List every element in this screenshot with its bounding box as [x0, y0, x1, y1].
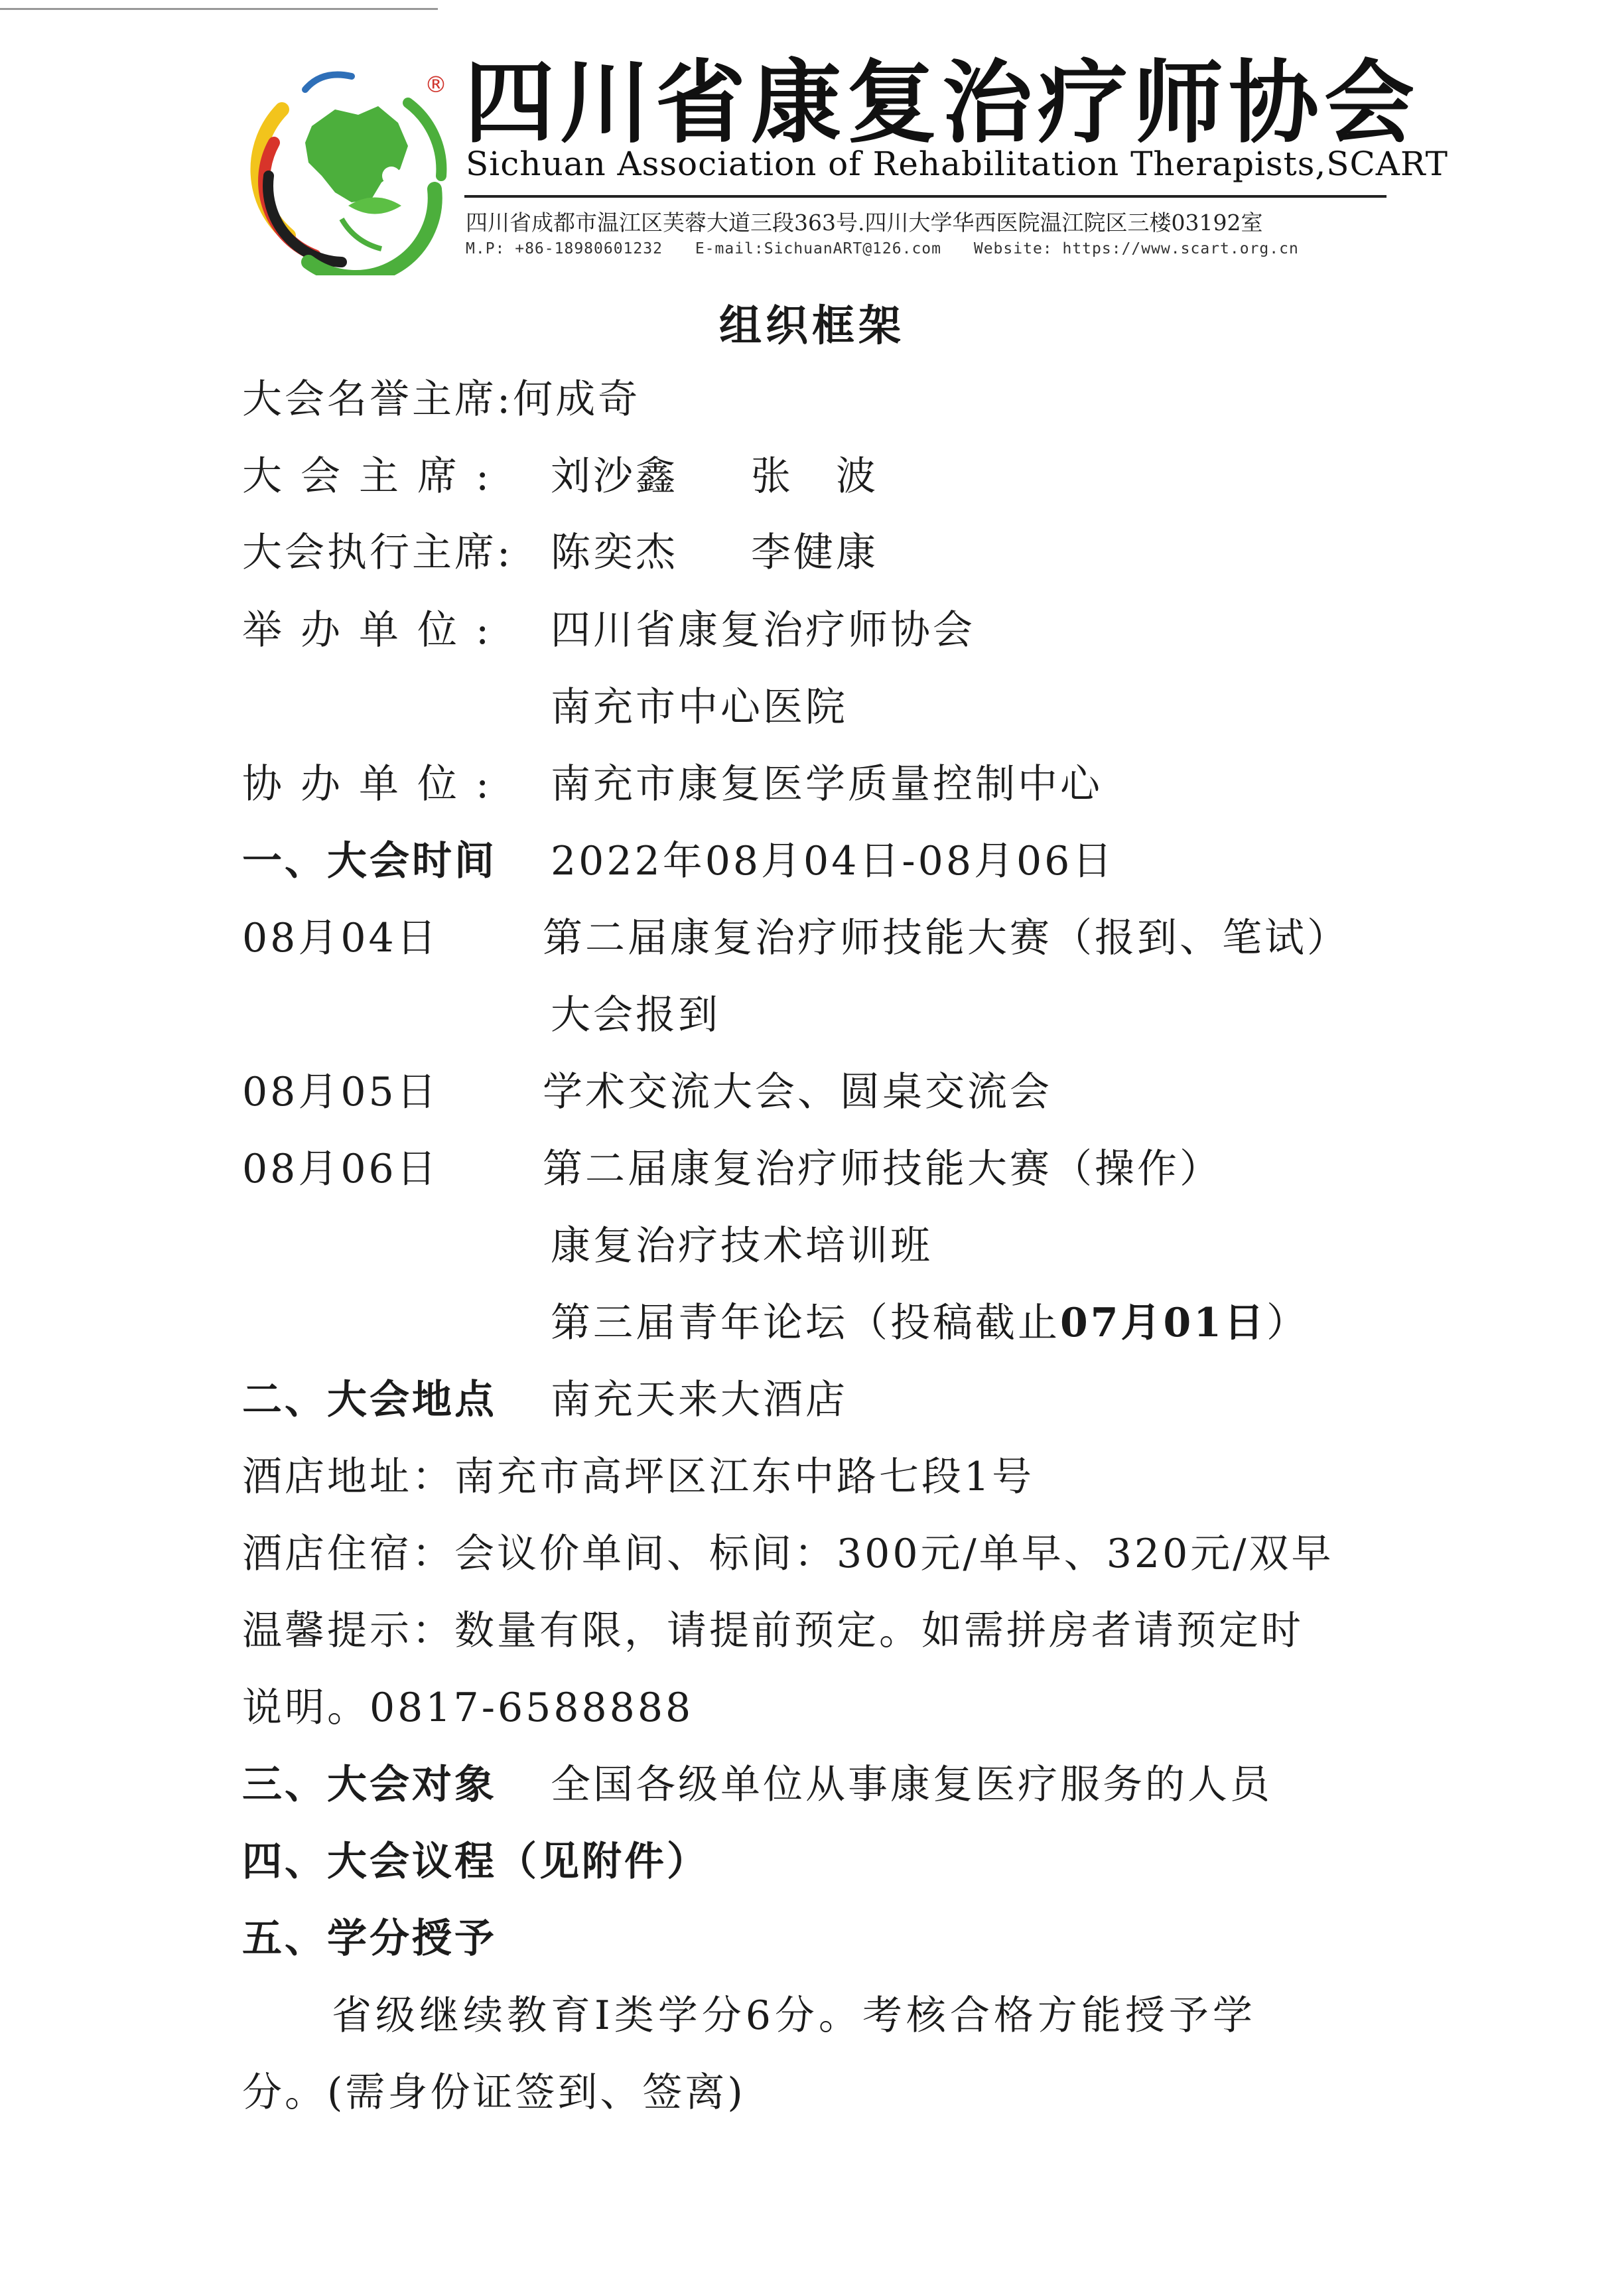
honorary-chair-row	[242, 373, 640, 426]
section-5-row	[242, 1912, 497, 1965]
section-1-row	[242, 835, 1115, 888]
schedule-date-2: 08月05日	[242, 1069, 439, 1115]
org-email: E-mail:SichuanART@126.com	[695, 240, 941, 257]
section-2-row	[242, 1373, 848, 1426]
org-website: Website: https://www.scart.org.cn	[973, 240, 1299, 257]
target-audience: 全国各级单位从事康复医疗服务的人员	[551, 1762, 1272, 1808]
exec-chair-label: 大会执行主席:	[242, 529, 513, 576]
conference-dates: 2022年08月04日-08月06日	[551, 838, 1115, 884]
section-4-heading: 四、大会议程	[242, 1839, 497, 1885]
honorary-chair-label: 大会名誉主席:	[242, 376, 513, 423]
exec-chair-name-2: 李健康	[751, 529, 878, 576]
co-host-org: 南充市康复医学质量控制中心	[551, 761, 1103, 807]
section-4-suffix: （见附件）	[497, 1839, 709, 1885]
co-host-label: 协办单位:	[242, 761, 508, 807]
registered-mark: ®	[425, 72, 447, 98]
host-org-1: 四川省康复治疗师协会	[551, 607, 975, 654]
honorary-chair-name: 何成奇	[513, 376, 641, 423]
youth-forum-prefix: 第三届青年论坛（投稿截止	[551, 1300, 1060, 1346]
chair-name-1: 刘沙鑫	[551, 453, 678, 500]
schedule-item: 学术交流大会、圆桌交流会	[543, 1069, 1052, 1115]
schedule-item: 康复治疗技术培训班	[551, 1223, 933, 1269]
schedule-item: 第二届康复治疗师技能大赛（报到、笔试）	[543, 915, 1349, 961]
section-2-heading: 二、大会地点	[242, 1377, 497, 1423]
section-3-row	[242, 1758, 1272, 1811]
org-name-english: Sichuan Association of Rehabilitation Therapists,SCART	[466, 145, 1448, 183]
chair-row	[242, 450, 878, 503]
credit-line-1: 省级继续教育Ⅰ类学分6分。考核合格方能授予学	[332, 1992, 1256, 2039]
hotel-address: 酒店地址：南充市高坪区江东中路七段1号	[242, 1454, 1035, 1500]
schedule-date-3: 08月06日	[242, 1146, 439, 1192]
host-label: 举办单位:	[242, 607, 508, 654]
org-contact-line	[466, 240, 1321, 257]
schedule-item: 大会报到	[551, 992, 720, 1038]
schedule-date-1: 08月04日	[242, 915, 439, 961]
exec-chair-name-1: 陈奕杰	[551, 529, 678, 576]
youth-forum-suffix: ）	[1266, 1300, 1309, 1346]
co-host-row	[242, 758, 1103, 811]
org-name-chinese: 四川省康复治疗师协会	[464, 50, 1420, 156]
exec-chair-row	[242, 526, 878, 579]
section-1-heading: 一、大会时间	[242, 838, 497, 884]
section-3-heading: 三、大会对象	[242, 1762, 497, 1808]
chair-name-2: 张 波	[751, 453, 878, 500]
credit-line-2: 分。(需身份证签到、签离)	[242, 2069, 746, 2116]
section-4-row	[242, 1835, 709, 1888]
top-scan-rule	[0, 8, 438, 10]
youth-forum-deadline: 07月01日	[1060, 1300, 1266, 1346]
schedule-item: 第二届康复治疗师技能大赛（操作）	[543, 1146, 1222, 1192]
booking-tip-line-1: 温馨提示：数量有限，请提前预定。如需拼房者请预定时	[242, 1608, 1304, 1654]
booking-tip-line-2: 说明。0817-6588888	[242, 1685, 694, 1731]
chair-label: 大会主席:	[242, 453, 508, 500]
youth-forum-item	[551, 1296, 1309, 1350]
venue-name: 南充天来大酒店	[551, 1377, 848, 1423]
org-phone: M.P: +86-18980601232	[466, 240, 663, 257]
host-row	[242, 604, 975, 657]
document-title: 组织框架	[719, 302, 905, 351]
association-logo-icon	[242, 63, 454, 275]
section-5-heading: 五、学分授予	[242, 1915, 497, 1962]
hotel-lodging: 酒店住宿：会议价单间、标间：300元/单早、320元/双早	[242, 1531, 1334, 1577]
org-address: 四川省成都市温江区芙蓉大道三段363号.四川大学华西医院温江院区三楼03192室	[466, 210, 1263, 236]
host-org-2: 南充市中心医院	[551, 684, 848, 730]
letterhead-divider	[464, 195, 1387, 198]
